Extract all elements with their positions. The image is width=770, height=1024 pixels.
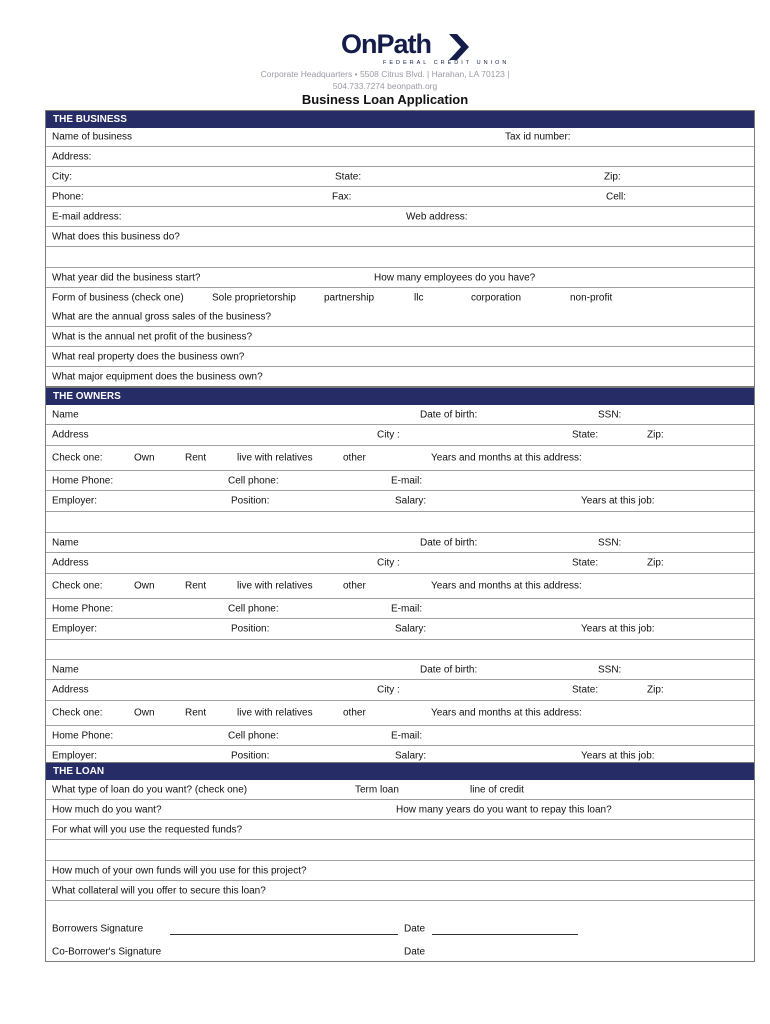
label-email: E-mail: (391, 475, 423, 486)
label-home-phone: Home Phone: (52, 730, 114, 741)
row-what-does[interactable] (46, 227, 754, 247)
label-what-does: What does this business do? (52, 231, 180, 242)
borrower-date-line[interactable] (432, 934, 578, 935)
label-real-property: What real property does the business own? (52, 351, 245, 362)
label-equipment: What major equipment does the business own? (52, 371, 263, 382)
logo-subtitle: FEDERAL CREDIT UNION (383, 60, 510, 66)
label-check-one: Check one: (52, 580, 103, 592)
option-live-with-relatives[interactable]: live with relatives (237, 452, 313, 464)
label-position: Position: (231, 623, 270, 635)
label-dob: Date of birth: (420, 537, 478, 548)
option-corporation[interactable]: corporation (471, 292, 522, 303)
option-llc[interactable]: llc (414, 292, 424, 303)
label-cell-phone: Cell phone: (228, 730, 279, 741)
option-other[interactable]: other (343, 707, 366, 719)
label-how-much: How much do you want? (52, 804, 162, 815)
row-email[interactable] (46, 207, 754, 227)
label-fax: Fax: (332, 191, 352, 202)
option-own[interactable]: Own (134, 452, 155, 464)
label-email: E-mail: (391, 603, 423, 614)
label-years-at-address: Years and months at this address: (431, 707, 582, 719)
owner-spacer (46, 512, 754, 533)
label-city: City : (377, 684, 400, 696)
label-employer: Employer: (52, 750, 98, 761)
business-header: THE BUSINESS (46, 111, 754, 128)
label-dob: Date of birth: (420, 409, 478, 420)
row-collateral[interactable] (46, 881, 754, 901)
row-form-of-business[interactable] (46, 288, 754, 307)
label-dob: Date of birth: (420, 664, 478, 675)
label-address: Address (52, 429, 89, 441)
owner-1-address-row[interactable] (46, 425, 754, 446)
signature-block (46, 901, 754, 961)
label-home-phone: Home Phone: (52, 603, 114, 614)
label-repay-years: How many years do you want to repay this loan? (396, 804, 612, 815)
label-use-of-funds: For what will you use the requested funds? (52, 824, 243, 835)
label-years-at-address: Years and months at this address: (431, 452, 582, 464)
label-check-one: Check one: (52, 707, 103, 719)
label-position: Position: (231, 495, 270, 507)
option-live-with-relatives[interactable]: live with relatives (237, 580, 313, 592)
label-employer: Employer: (52, 495, 98, 507)
option-live-with-relatives[interactable]: live with relatives (237, 707, 313, 719)
label-years-at-address: Years and months at this address: (431, 580, 582, 592)
chevron-arrow-icon (447, 34, 471, 60)
onpath-logo (335, 28, 510, 68)
row-use-of-funds[interactable] (46, 820, 754, 840)
label-cell-phone: Cell phone: (228, 475, 279, 486)
hq-contact: 504.733.7274 beonpath.org (332, 81, 438, 91)
label-form: Form of business (check one) (52, 292, 184, 303)
label-own-funds: How much of your own funds will you use for this project? (52, 865, 307, 876)
label-salary: Salary: (395, 495, 427, 507)
row-address[interactable] (46, 147, 754, 167)
option-line-of-credit[interactable]: line of credit (470, 784, 524, 795)
label-state: State: (335, 171, 362, 182)
option-rent[interactable]: Rent (185, 707, 207, 719)
label-home-phone: Home Phone: (52, 475, 114, 486)
label-loan-type: What type of loan do you want? (check one) (52, 784, 248, 795)
option-own[interactable]: Own (134, 580, 155, 592)
option-term-loan[interactable]: Term loan (355, 784, 399, 795)
label-gross-sales: What are the annual gross sales of the business? (52, 311, 272, 322)
row-own-funds[interactable] (46, 861, 754, 881)
label-borrower-date: Date (404, 923, 426, 935)
owner-2-phone-row[interactable] (46, 599, 754, 619)
loan-header: THE LOAN (46, 763, 754, 780)
label-city: City : (377, 429, 400, 441)
label-name: Name (52, 409, 79, 420)
owner-3-housing-row[interactable] (46, 701, 754, 726)
label-zip: Zip: (647, 429, 664, 441)
row-phone[interactable] (46, 187, 754, 207)
row-use-of-funds-blank[interactable] (46, 840, 754, 861)
owners-section (45, 387, 755, 766)
owner-2-housing-row[interactable] (46, 574, 754, 599)
label-zip: Zip: (604, 171, 621, 182)
label-position: Position: (231, 750, 270, 761)
row-how-much[interactable] (46, 800, 754, 820)
label-cell-phone: Cell phone: (228, 603, 279, 614)
label-address: Address (52, 684, 89, 696)
label-phone: Phone: (52, 191, 84, 202)
label-email: E-mail address: (52, 211, 122, 222)
label-name: Name (52, 537, 79, 548)
label-collateral: What collateral will you offer to secure this loan? (52, 885, 266, 896)
row-city-state-zip[interactable] (46, 167, 754, 187)
owner-1-housing-row[interactable] (46, 446, 754, 471)
label-business-name: Name of business (52, 131, 133, 143)
owner-1-employer-row[interactable] (46, 491, 754, 512)
row-gross-sales[interactable] (46, 307, 754, 327)
row-business-name[interactable] (46, 128, 754, 147)
label-city: City : (377, 557, 400, 569)
label-email: E-mail: (391, 730, 423, 741)
label-salary: Salary: (395, 750, 427, 761)
row-net-profit[interactable] (46, 327, 754, 347)
label-zip: Zip: (647, 684, 664, 696)
label-state: State: (572, 557, 599, 569)
row-equipment[interactable] (46, 367, 754, 386)
row-real-property[interactable] (46, 347, 754, 367)
page-title: Business Loan Application (301, 92, 469, 107)
row-year-started[interactable] (46, 268, 754, 288)
owner-3-address-row[interactable] (46, 680, 754, 701)
label-years-at-job: Years at this job: (581, 495, 655, 507)
label-ssn: SSN: (598, 409, 622, 420)
owner-2-name-row[interactable] (46, 533, 754, 553)
label-address: Address (52, 557, 89, 569)
option-other[interactable]: other (343, 580, 366, 592)
label-check-one: Check one: (52, 452, 103, 464)
owner-3-name-row[interactable] (46, 660, 754, 680)
label-web: Web address: (406, 211, 468, 222)
owner-3-phone-row[interactable] (46, 726, 754, 746)
logo-wordmark: OnPath (341, 29, 432, 59)
option-own[interactable]: Own (134, 707, 155, 719)
label-state: State: (572, 684, 599, 696)
owners-header: THE OWNERS (46, 388, 754, 405)
option-sole-proprietorship[interactable]: Sole proprietorship (212, 292, 296, 303)
label-years-at-job: Years at this job: (581, 750, 655, 761)
label-borrower-signature: Borrowers Signature (52, 923, 144, 935)
owner-1-name-row[interactable] (46, 405, 754, 425)
label-year-started: What year did the business start? (52, 272, 201, 283)
business-section (45, 110, 755, 387)
owner-spacer (46, 640, 754, 660)
label-coborrower-signature: Co-Borrower's Signature (52, 946, 162, 958)
loan-section (45, 762, 755, 962)
label-ssn: SSN: (598, 537, 622, 548)
option-rent[interactable]: Rent (185, 452, 207, 464)
owner-2-employer-row[interactable] (46, 619, 754, 640)
label-name: Name (52, 664, 79, 675)
option-partnership[interactable]: partnership (324, 292, 375, 303)
label-address: Address: (52, 151, 92, 162)
label-coborrower-date: Date (404, 946, 426, 958)
owner-1-phone-row[interactable] (46, 471, 754, 491)
option-other[interactable]: other (343, 452, 366, 464)
row-loan-type[interactable] (46, 780, 754, 800)
label-employees: How many employees do you have? (374, 272, 536, 283)
label-city: City: (52, 171, 72, 182)
option-rent[interactable]: Rent (185, 580, 207, 592)
label-zip: Zip: (647, 557, 664, 569)
label-state: State: (572, 429, 599, 441)
label-tax-id: Tax id number: (505, 131, 571, 143)
row-what-does-blank[interactable] (46, 247, 754, 268)
borrower-signature-line[interactable] (170, 934, 398, 935)
label-years-at-job: Years at this job: (581, 623, 655, 635)
label-ssn: SSN: (598, 664, 622, 675)
owner-2-address-row[interactable] (46, 553, 754, 574)
label-cell: Cell: (606, 191, 627, 202)
hq-address: Corporate Headquarters • 5508 Citrus Blvd. | Harahan, LA 70123 | (260, 69, 510, 79)
label-net-profit: What is the annual net profit of the business? (52, 331, 253, 342)
label-employer: Employer: (52, 623, 98, 635)
option-non-profit[interactable]: non-profit (570, 292, 613, 303)
label-salary: Salary: (395, 623, 427, 635)
